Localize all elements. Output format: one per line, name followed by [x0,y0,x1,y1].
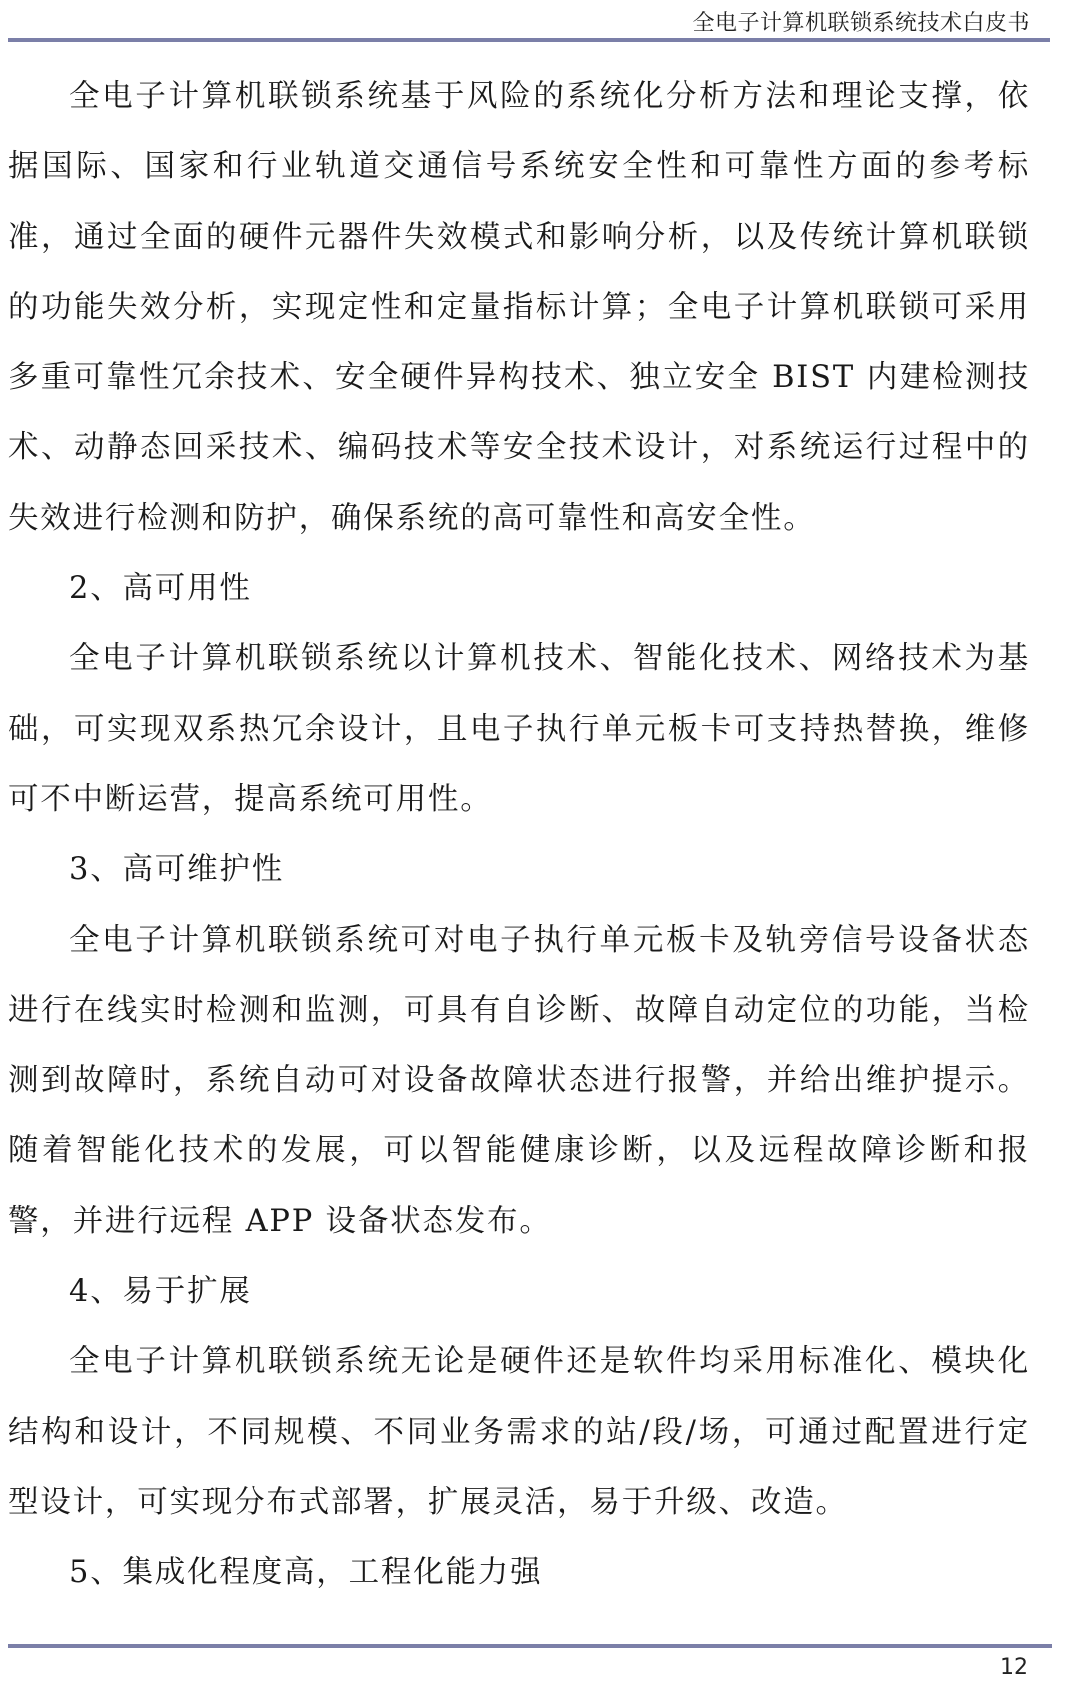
page-header [0,0,1080,44]
document-title: 全电子计算机联锁系统技术白皮书 [692,11,1030,36]
paragraph-high-safety: 全电子计算机联锁系统基于风险的系统化分析方法和理论支撑，依据国际、国家和行业轨道交通信号系统安全性和可靠性方面的参考标准，通过全面的硬件元器件失效模式和影响分析，以及传统计算机联锁的功能失效分析，实现定性和定量指标计算；全电子计算机联锁可采用多重可靠性冗余技术、安全硬件异构技术、独立安全 BIST 内建检测技术、动静态回采技术、编码技术等安全技术设计，对系统运行过程中的失效进行检测和防护，确保系统的高可靠性和高安全性。 [8,79,1030,536]
paragraph-extensibility: 全电子计算机联锁系统无论是硬件还是软件均采用标准化、模块化结构和设计，不同规模、不同业务需求的站/段/场，可通过配置进行定型设计，可实现分布式部署，扩展灵活，易于升级、改造。 [8,1344,1030,1520]
heading-high-availability: 2、高可用性 [69,571,252,607]
page-number: 12 [1000,1655,1028,1680]
footer-divider [8,1644,1052,1648]
paragraph-maintainability: 全电子计算机联锁系统可对电子执行单元板卡及轨旁信号设备状态进行在线实时检测和监测，可具有自诊断、故障自动定位的功能，当检测到故障时，系统自动可对设备故障状态进行报警，并给出维护提示。随着智能化技术的发展，可以智能健康诊断，以及远程故障诊断和报警，并进行远程 APP 设备状态发布。 [8,922,1030,1239]
page-body [8,62,1030,1609]
paragraph-high-availability: 全电子计算机联锁系统以计算机技术、智能化技术、网络技术为基础，可实现双系热冗余设计，且电子执行单元板卡可支持热替换，维修可不中断运营，提高系统可用性。 [8,641,1030,817]
heading-integration: 5、集成化程度高，工程化能力强 [69,1555,543,1591]
heading-maintainability: 3、高可维护性 [69,852,285,888]
header-divider [8,38,1050,42]
heading-extensibility: 4、易于扩展 [69,1274,252,1310]
